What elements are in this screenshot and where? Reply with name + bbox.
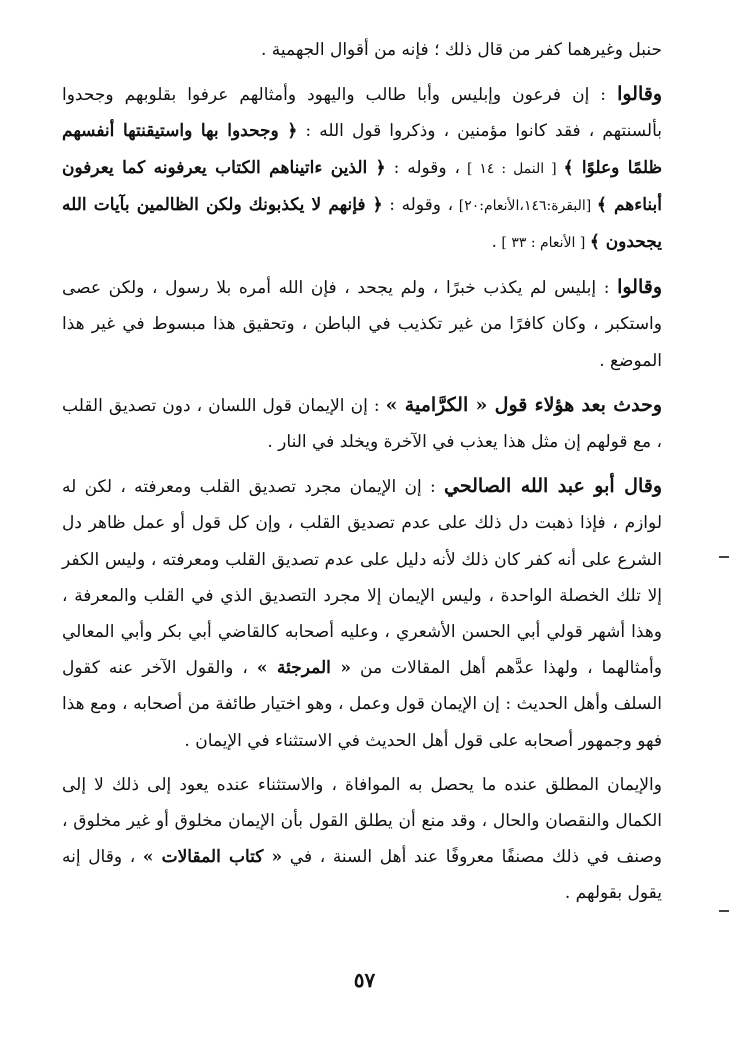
text-run: : إن الإيمان قول اللسان ، دون تصديق القلب ، مع قولهم إن مثل هذا يعذب في الآخرة ويخلد في النار . [62,395,662,453]
text-run: ، وقوله : [385,157,461,178]
paragraph [62,387,662,460]
paragraph [62,269,662,379]
text-run: : إن فرعون وإبليس وأبا طالب واليهود وأمثالهم عرفوا بقلوبهم وجحدوا بألسنتهم ، فقد كانوا مؤمنين ، وذكروا قول الله : [62,85,662,142]
quran-quote: ﴿ الذين ءاتيناهم الكتاب يعرفونه كما يعرفون أبناءهم ﴾ [62,157,662,215]
page-number: ٥٧ [353,968,376,992]
speaker-lead: وقالوا [617,83,662,106]
quran-quote: ﴿ فإنهم لا يكذبونك ولكن الظالمين بآيات الله يجحدون ﴾ [62,194,662,253]
text-run: والإيمان المطلق عنده ما يحصل به الموافاة ، والاستثناء عنده يعود إلى ذلك لا إلى الكمال والنقصان والحال ، وقد منع أن يطلق القول بأن الإيمان مخلوق أو غير مخلوق ، وصنف في ذلك مصنفًا معروفًا عند أهل السنة ، في [62,774,663,868]
margin-mark [719,556,729,558]
speaker-lead: وقالوا [617,276,662,299]
speaker-lead: وحدث بعد هؤلاء قول « الكرَّامية » [385,393,662,416]
paragraph [62,468,662,759]
book-title: « المرجئة » [256,658,352,679]
margin-mark [719,910,729,912]
paragraph [62,767,662,912]
quran-quote: ﴿ وجحدوا بها واستيقنتها أنفسهم ظلمًا وعلوًا ﴾ [62,121,662,178]
verse-reference: [ النمل : ١٤ ] [460,160,564,177]
text-run: ، وقال إنه يقول بقولهم . [62,847,662,904]
page-body [62,32,662,912]
text-run: ، وقوله : [382,194,454,215]
verse-reference: [البقرة:١٤٦،الأنعام:٢٠] [453,197,597,214]
paragraph [62,32,662,68]
text-run: : إبليس لم يكذب خبرًا ، ولم يجحد ، فإن الله أمره بلا رسول ، ولكن عصى واستكبر ، وكان كافرًا من غير تكذيب في الباطن ، وتحقيق هذا مبسوط في غير هذا الموضع . [62,278,662,371]
text-run: . [491,232,497,253]
verse-reference: [ الأنعام : ٣٣ ] [496,235,590,252]
book-title: « كتاب المقالات » [142,847,283,868]
text-run: : إن الإيمان مجرد تصديق القلب ومعرفته ، لكن له لوازم ، فإذا ذهبت دل ذلك على عدم تصديق القلب ، وإن كل قول أو عمل ظاهر دل الشرع على أنه كفر كان ذلك لأنه دليل على عدم تصديق القلب ومعرفته ، وليس الكفر إلا تلك الخصلة الواحدة ، وليس الإيمان إلا مجرد التصديق الذي في القلب والمعرفة ، وهذا أشهر قولي أبي الحسن الأشعري ، وعليه أصحابه كالقاضي أبي بكر وأبي المعالي وأمثالهما ، ولهذا عدَّهم أهل المقالات من [62,477,662,679]
text-run: ، والقول الآخر عنه كقول السلف وأهل الحديث : إن الإيمان قول وعمل ، وهو اختيار طائفة من أصحابه ، ومع هذا فهو وجمهور أصحابه على قول أهل الحديث في الاستثناء في الإيمان . [62,658,662,751]
speaker-lead: وقال أبو عبد الله الصالحي [444,475,662,498]
paragraph [62,76,662,261]
text-run: حنبل وغيرهما كفر من قال ذلك ؛ فإنه من أقوال الجهمية . [260,40,662,60]
